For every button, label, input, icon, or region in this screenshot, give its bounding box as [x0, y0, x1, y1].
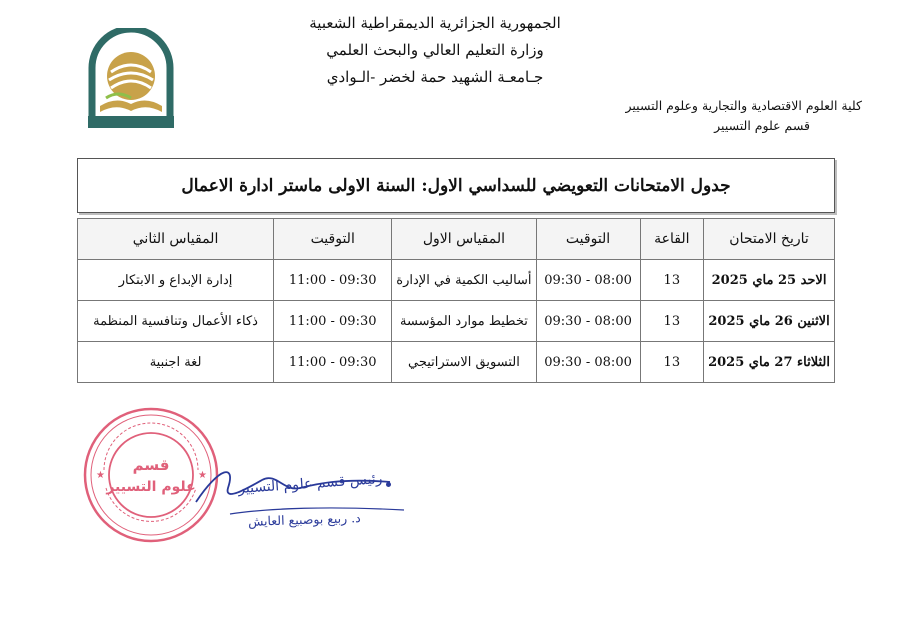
stamp-center-line1: قسم	[132, 456, 170, 474]
republic-header	[270, 10, 600, 91]
header-room: القاعة	[640, 219, 704, 260]
signature-dot	[386, 482, 391, 487]
cell-exam-date: الاحد 25 ماي 2025	[704, 260, 835, 301]
cell-module-2: إدارة الإبداع و الابتكار	[78, 260, 274, 301]
header-exam-date: تاريخ الامتحان	[704, 219, 835, 260]
cell-exam-date: الاثنين 26 ماي 2025	[704, 301, 835, 342]
cell-module-2: لغة اجنبية	[78, 342, 274, 383]
table-row	[78, 260, 835, 301]
cell-time-2: 09:30 - 11:00	[274, 342, 392, 383]
cell-room: 13	[640, 342, 704, 383]
table-row	[78, 301, 835, 342]
cell-time-1: 08:00 - 09:30	[536, 301, 640, 342]
svg-text:★: ★	[198, 470, 207, 481]
header-module-1: المقياس الاول	[392, 219, 536, 260]
cell-time-2: 09:30 - 11:00	[274, 260, 392, 301]
table-header-row	[78, 219, 835, 260]
department-name: قسم علوم التسيير	[714, 118, 810, 133]
exam-schedule-table	[77, 218, 835, 383]
cell-time-1: 08:00 - 09:30	[536, 260, 640, 301]
cell-room: 13	[640, 301, 704, 342]
stamp-center-line2: علوم التسيير	[106, 479, 196, 495]
cell-module-1: تخطيط موارد المؤسسة	[392, 301, 536, 342]
schedule-title-box	[77, 158, 835, 213]
header-module-2: المقياس الثاني	[78, 219, 274, 260]
cell-room: 13	[640, 260, 704, 301]
signature-title: رئيس قسم علوم التسيير	[237, 470, 383, 498]
svg-text:★: ★	[96, 470, 105, 481]
university-logo-icon	[78, 28, 184, 134]
signature-name: د. ربيع بوصبيع العايش	[247, 510, 361, 529]
cell-module-1: أساليب الكمية في الإدارة	[392, 260, 536, 301]
cell-time-1: 08:00 - 09:30	[536, 342, 640, 383]
schedule-title: جدول الامتحانات التعويضي للسداسي الاول: السنة الاولى ماستر ادارة الاعمال	[181, 175, 731, 196]
cell-exam-date: الثلاثاء 27 ماي 2025	[704, 342, 835, 383]
header-line-republic: الجمهورية الجزائرية الديمقراطية الشعبية	[309, 14, 561, 32]
header-time-2: التوقيت	[274, 219, 392, 260]
header-line-university: جـامعـة الشهيد حمة لخضر -الـوادي	[326, 68, 544, 86]
faculty-name: كلية العلوم الاقتصادية والتجارية وعلوم التسيير	[625, 98, 862, 113]
table-row	[78, 342, 835, 383]
cell-module-1: التسويق الاستراتيجي	[392, 342, 536, 383]
cell-time-2: 09:30 - 11:00	[274, 301, 392, 342]
header-time-1: التوقيت	[536, 219, 640, 260]
cell-module-2: ذكاء الأعمال وتنافسية المنظمة	[78, 301, 274, 342]
faculty-block	[602, 96, 862, 136]
header-line-ministry: وزارة التعليم العالي والبحث العلمي	[326, 41, 544, 59]
